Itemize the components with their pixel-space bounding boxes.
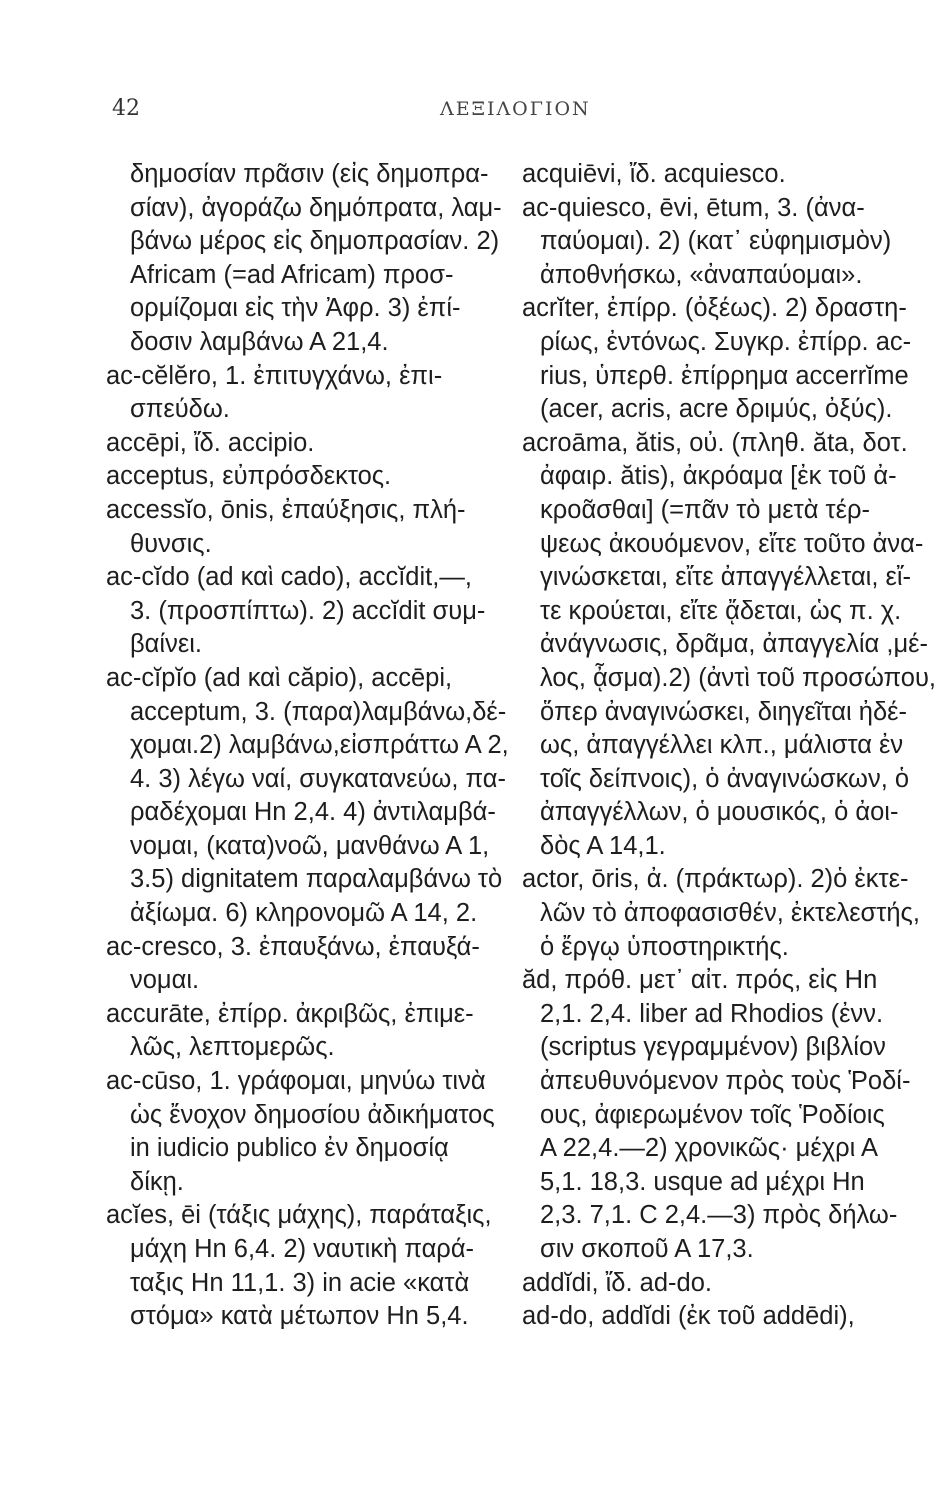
right-line: (acer, acris, acre δριμύς, ὀξύς). [540, 395, 893, 424]
right-column [520, 158, 936, 1334]
right-line: ἀπαγγέλλων, ὁ μουσικός, ὁ ἀοι- [540, 798, 899, 827]
left-line: θυνσις. [130, 529, 212, 558]
left-line: ac-cĭdo (ad καὶ cado), accĭdit,—, [106, 563, 472, 592]
right-line: κροᾶσθαι] (=πᾶν τὸ μετὰ τέρ- [540, 495, 870, 524]
left-line: δοσιν λαμβάνω Α 21,4. [130, 327, 389, 356]
left-line: στόμα» κατὰ μέτωπον Ηn 5,4. [130, 1302, 469, 1331]
left-line: ac-cĭpĭo (ad καὶ căpio), accēpi, [106, 663, 453, 692]
page-number: 42 [112, 96, 140, 121]
right-line: τε κρούεται, εἴτε ᾄδεται, ὡς π. χ. [540, 596, 902, 625]
left-line: σπεύδω. [130, 395, 230, 424]
right-line: λῶν τὸ ἀποφασισθέν, ἐκτελεστής, [540, 899, 920, 928]
right-line: λος, ᾆσμα).2) (ἀντὶ τοῦ προσώπου, [540, 663, 936, 692]
left-line: χομαι.2) λαμβάνω,εἰσπράττω Α 2, [130, 731, 509, 760]
left-line: acceptum, 3. (παρα)λαμβάνω,δέ- [130, 697, 507, 726]
left-line: ορμίζομαι εἰς τὴν Ἀφρ. 3) ἐπί- [130, 294, 461, 323]
left-line: λῶς, λεπτομερῶς. [130, 1033, 335, 1062]
right-line: ἀποθνήσκω, «ἀναπαύομαι». [540, 260, 863, 289]
page-header [0, 96, 949, 126]
right-line: ad-do, addĭdi (ἐκ τοῦ addēdi), [522, 1302, 855, 1331]
left-line: μάχη Ηn 6,4. 2) ναυτικὴ παρά- [130, 1235, 475, 1263]
right-line: γινώσκεται, εἴτε ἀπαγγέλλεται, εἴ- [540, 563, 912, 592]
right-line: ψεως ἀκουόμενον, εἴτε τοῦτο ἀνα- [540, 529, 924, 558]
left-line: 4. 3) λέγω ναί, συγκατανεύω, πα- [130, 764, 506, 793]
right-line: ac-quiesco, ēvi, ētum, 3. (ἀνα- [522, 193, 865, 222]
right-line: ως, ἀπαγγέλλει κλπ., μάλιστα ἐν [540, 731, 904, 760]
left-line: Africam (=ad Africam) προσ- [130, 260, 454, 289]
right-line: (scriptus γεγραμμένον) βιβλίον [540, 1033, 886, 1062]
right-line: ους, ἀφιερωμένον τοῖς Ῥοδίοις [540, 1100, 885, 1129]
right-line: ἀνάγνωσις, δρᾶμα, ἀπαγγελία ,μέ- [540, 630, 929, 659]
right-line: rius, ὑπερθ. ἐπίρρημα accerrĭme [540, 361, 909, 390]
left-line: ἀξίωμα. 6) κληρονομῶ Α 14, 2. [130, 899, 478, 928]
running-title: ΛΕΞΙΛΟΓΙΟΝ [440, 98, 591, 120]
right-line: τοῖς δείπνοις), ὁ ἀναγινώσκων, ὁ [540, 764, 910, 793]
left-line: ac-cūso, 1. γράφομαι, μηνύω τινὰ [106, 1067, 486, 1096]
left-line: βαίνει. [130, 630, 202, 659]
left-line: δίκῃ. [130, 1167, 184, 1196]
left-line: 3.5) dignitatem παραλαμβάνω τὸ [130, 865, 503, 894]
right-line: ὁ ἔργῳ ὑποστηρικτής. [540, 932, 789, 961]
right-line: acroāma, ătis, οὐ. (πληθ. ăta, δοτ. [522, 428, 908, 457]
left-line: 3. (προσπίπτω). 2) accĭdit συμ- [130, 596, 486, 625]
left-line: ac-cĕlĕro, 1. ἐπιτυγχάνω, ἐπι- [106, 361, 443, 390]
left-line: ραδέχομαι Ηn 2,4. 4) ἀντιλαμβά- [130, 798, 496, 827]
left-line: ac-cresco, 3. ἐπαυξάνω, ἐπαυξά- [106, 932, 480, 961]
left-line: ταξις Ηn 11,1. 3) in acie «κατὰ [130, 1268, 470, 1297]
right-line: 5,1. 18,3. usque ad μέχρι Ηn [540, 1167, 865, 1196]
left-line: acĭes, ēi (τάξις μάχης), παράταξις, [106, 1201, 492, 1230]
right-line: δὸς Α 14,1. [540, 831, 666, 860]
right-line: acquiēvi, ἴδ. acquiesco. [522, 160, 786, 188]
left-line: accēpi, ἴδ. accipio. [106, 428, 315, 457]
left-line: δημοσίαν πρᾶσιν (εἰς δημοπρα- [130, 160, 489, 188]
left-line: σίαν), ἀγοράζω δημόπρατα, λαμ- [130, 193, 502, 222]
right-line: 2,3. 7,1. C 2,4.—3) πρὸς δήλω- [540, 1201, 898, 1230]
right-line: ἀπευθυνόμενον πρὸς τοὺς Ῥοδί- [540, 1067, 911, 1096]
right-line: παύομαι). 2) (κατ᾽ εὐφημισμὸν) [540, 227, 892, 256]
right-line: 2,1. 2,4. liber ad Rhodios (ἐνν. [540, 999, 884, 1028]
left-line: acceptus, εὐπρόσδεκτος. [106, 462, 392, 491]
right-line: ὅπερ ἀναγινώσκει, διηγεῖται ἠδέ- [540, 697, 907, 726]
right-line: Α 22,4.—2) χρονικῶς· μέχρι Α [540, 1134, 878, 1163]
left-line: accurāte, ἐπίρρ. ἀκριβῶς, ἐπιμε- [106, 999, 474, 1028]
left-line: νομαι. [130, 966, 200, 995]
left-line: accessĭo, ōnis, ἐπαύξησις, πλή- [106, 495, 466, 524]
right-line: addĭdi, ἴδ. ad-do. [522, 1268, 712, 1297]
left-line: βάνω μέρος εἰς δημοπρασίαν. 2) [130, 227, 500, 256]
right-line: ăd, πρόθ. μετ᾽ αἰτ. πρός, εἰς Ηn [522, 966, 878, 995]
left-line: νομαι, (κατα)νοῶ, μανθάνω Α 1, [130, 831, 490, 860]
left-line: ὡς ἔνοχον δημοσίου ἀδικήματος [130, 1100, 495, 1129]
left-column [106, 158, 514, 1334]
right-line: actor, ōris, ἀ. (πράκτωρ). 2)ὁ ἐκτε- [522, 865, 909, 894]
right-line: acrĭter, ἐπίρρ. (ὀξέως). 2) δραστη- [522, 294, 907, 323]
left-line: in iudicio publico ἐν δημοσίᾳ [130, 1134, 449, 1163]
right-line: ἀφαιρ. ătis), ἀκρόαμα [ἐκ τοῦ ἀ- [540, 462, 897, 491]
right-line: ρίως, ἐντόνως. Συγκρ. ἐπίρρ. ac- [540, 327, 912, 356]
right-line: σιν σκοποῦ Α 17,3. [540, 1235, 754, 1263]
